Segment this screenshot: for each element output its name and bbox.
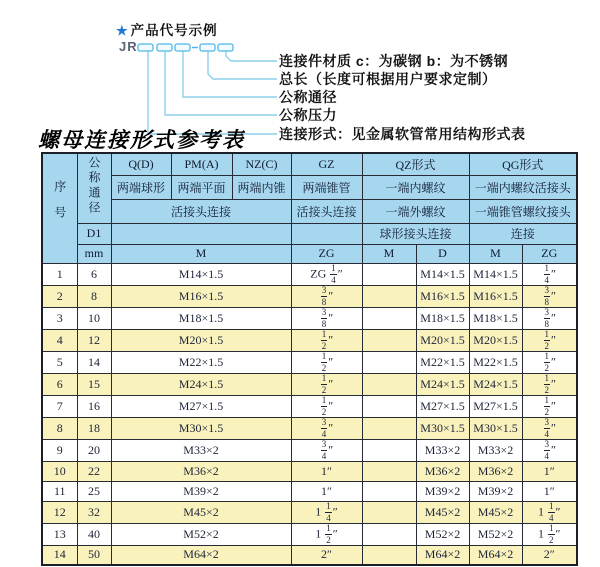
nut-connection-reference-table	[41, 152, 578, 566]
cell-mm: 25	[77, 481, 111, 501]
cell-qz-d: M45×2	[416, 501, 469, 523]
connector-form	[148, 52, 277, 135]
cell-qg-zg: $\frac{3}{8}$ ″	[522, 307, 577, 329]
cell-mm: 18	[77, 417, 111, 439]
cell-m: M45×2	[111, 501, 291, 523]
cell-qz-d: M20×1.5	[416, 329, 469, 351]
header-union-connection: 活接头连接	[111, 199, 291, 223]
code-box-2	[157, 44, 172, 51]
label-connection-form: 连接形式：见金属软管常用结构形式表	[279, 126, 526, 142]
cell-qz-d: M14×1.5	[416, 263, 469, 285]
cell-mm: 10	[77, 307, 111, 329]
cell-m: M39×2	[111, 481, 291, 501]
cell-qg-m: M39×2	[469, 481, 522, 501]
cell-m: M22×1.5	[111, 351, 291, 373]
cell-qz-d: M27×1.5	[416, 395, 469, 417]
cell-seq: 2	[42, 285, 77, 307]
cell-m: M20×1.5	[111, 329, 291, 351]
cell-seq: 4	[42, 329, 77, 351]
label-nominal-diameter: 公称通径	[279, 89, 337, 105]
connector-material	[226, 52, 277, 62]
cell-m: M33×2	[111, 439, 291, 461]
cell-qg-m: M45×2	[469, 501, 522, 523]
header-row-3	[42, 199, 577, 223]
cell-gz: 1″	[291, 461, 362, 481]
cell-gz: $\frac{3}{8}$ ″	[291, 285, 362, 307]
header-unit-m: M	[111, 244, 291, 263]
table-row	[42, 481, 577, 501]
table-row	[42, 351, 577, 373]
header-qg-taper: 一端锥管螺纹接头	[469, 199, 577, 223]
cell-qz-d: M16×1.5	[416, 285, 469, 307]
cell-qz-m	[362, 285, 416, 307]
cell-m: M30×1.5	[111, 417, 291, 439]
header-seq: 序号	[42, 153, 77, 263]
cell-qg-zg: $\frac{1}{4}$ ″	[522, 263, 577, 285]
cell-qz-d: M33×2	[416, 439, 469, 461]
connector-diameter	[183, 52, 277, 98]
cell-qg-m: M22×1.5	[469, 351, 522, 373]
cell-m: M16×1.5	[111, 285, 291, 307]
cell-qg-zg: $\frac{1}{2}$ ″	[522, 351, 577, 373]
header-empty-gz	[291, 223, 362, 244]
cell-qg-zg: 1 $\frac{1}{4}$ ″	[522, 501, 577, 523]
cell-m: M36×2	[111, 461, 291, 481]
header-nzc-desc: 两端内锥	[232, 175, 291, 199]
cell-seq: 8	[42, 417, 77, 439]
connector-length	[208, 52, 277, 80]
cell-seq: 1	[42, 263, 77, 285]
label-connector-material: 连接件材质 c：为碳钢 b：为不锈钢	[279, 53, 509, 69]
header-unit-qz-d: D	[416, 244, 469, 263]
cell-mm: 16	[77, 395, 111, 417]
cell-qg-m: M20×1.5	[469, 329, 522, 351]
cell-qz-d: M39×2	[416, 481, 469, 501]
cell-gz: $\frac{1}{2}$ ″	[291, 373, 362, 395]
table-row	[42, 263, 577, 285]
cell-m: M64×2	[111, 545, 291, 565]
cell-mm: 12	[77, 329, 111, 351]
header-group-qz: QZ形式	[362, 153, 469, 175]
cell-qz-m	[362, 439, 416, 461]
cell-qg-zg: $\frac{3}{4}$ ″	[522, 439, 577, 461]
table-row	[42, 307, 577, 329]
cell-gz: 1 $\frac{1}{4}$ ″	[291, 501, 362, 523]
cell-gz: $\frac{1}{2}$ ″	[291, 351, 362, 373]
code-box-1	[138, 44, 153, 51]
cell-gz: 2″	[291, 545, 362, 565]
header-d1: D1	[77, 223, 111, 244]
cell-qz-m	[362, 263, 416, 285]
cell-seq: 10	[42, 461, 77, 481]
header-qz-ball-joint: 球形接头连接	[362, 223, 469, 244]
header-unit-qz-m: M	[362, 244, 416, 263]
cell-qz-d: M30×1.5	[416, 417, 469, 439]
cell-qg-m: M33×2	[469, 439, 522, 461]
cell-mm: 8	[77, 285, 111, 307]
cell-gz: ZG $\frac{1}{4}$ ″	[291, 263, 362, 285]
cell-seq: 3	[42, 307, 77, 329]
header-nominal-diameter: 公称通径	[77, 153, 111, 223]
cell-m: M18×1.5	[111, 307, 291, 329]
table-row	[42, 545, 577, 565]
label-nominal-pressure: 公称压力	[279, 107, 337, 123]
table-row	[42, 373, 577, 395]
cell-qg-m: M52×2	[469, 523, 522, 545]
label-total-length: 总长（长度可根据用户要求定制）	[279, 71, 497, 87]
table-row	[42, 417, 577, 439]
cell-mm: 6	[77, 263, 111, 285]
header-gz-desc: 两端锥管	[291, 175, 362, 199]
cell-gz: $\frac{1}{2}$ ″	[291, 395, 362, 417]
cell-qg-m: M36×2	[469, 461, 522, 481]
cell-qz-m	[362, 461, 416, 481]
cell-seq: 5	[42, 351, 77, 373]
cell-qg-zg: $\frac{3}{8}$ ″	[522, 285, 577, 307]
cell-qz-m	[362, 373, 416, 395]
header-row-2	[42, 175, 577, 199]
cell-qz-m	[362, 523, 416, 545]
cell-qg-zg: 1 $\frac{1}{2}$ ″	[522, 523, 577, 545]
table-row	[42, 461, 577, 481]
code-box-4	[200, 44, 215, 51]
cell-qg-zg: 1″	[522, 481, 577, 501]
cell-gz: 1″	[291, 481, 362, 501]
table-row	[42, 395, 577, 417]
cell-seq: 13	[42, 523, 77, 545]
header-row-4	[42, 223, 577, 244]
cell-mm: 15	[77, 373, 111, 395]
table-row	[42, 501, 577, 523]
cell-qg-m: M30×1.5	[469, 417, 522, 439]
cell-qz-m	[362, 481, 416, 501]
cell-gz: 1 $\frac{1}{2}$ ″	[291, 523, 362, 545]
header-group-qd: Q(D)	[111, 153, 171, 175]
star-icon: ★	[116, 23, 129, 38]
header-unit-zg: ZG	[291, 244, 362, 263]
cell-qg-zg: 1″	[522, 461, 577, 481]
cell-qz-m	[362, 395, 416, 417]
header-group-nzc: NZ(C)	[232, 153, 291, 175]
cell-qg-m: M14×1.5	[469, 263, 522, 285]
header-row-1	[42, 153, 577, 175]
cell-qz-d: M52×2	[416, 523, 469, 545]
cell-mm: 40	[77, 523, 111, 545]
table-row	[42, 285, 577, 307]
cell-qz-m	[362, 351, 416, 373]
cell-seq: 7	[42, 395, 77, 417]
cell-qg-m: M64×2	[469, 545, 522, 565]
cell-qg-zg: $\frac{1}{2}$ ″	[522, 329, 577, 351]
cell-qz-m	[362, 417, 416, 439]
cell-qg-zg: $\frac{1}{2}$ ″	[522, 373, 577, 395]
cell-qz-d: M24×1.5	[416, 373, 469, 395]
cell-qz-m	[362, 501, 416, 523]
cell-seq: 9	[42, 439, 77, 461]
cell-seq: 14	[42, 545, 77, 565]
cell-mm: 14	[77, 351, 111, 373]
header-group-pma: PM(A)	[171, 153, 232, 175]
header-row-5	[42, 244, 577, 263]
cell-gz: $\frac{3}{4}$ ″	[291, 439, 362, 461]
cell-seq: 12	[42, 501, 77, 523]
header-gz-union: 活接头连接	[291, 199, 362, 223]
header-qz-external: 一端外螺纹	[362, 199, 469, 223]
cell-qz-m	[362, 545, 416, 565]
cell-qg-zg: $\frac{3}{4}$ ″	[522, 417, 577, 439]
header-group-gz: GZ	[291, 153, 362, 175]
cell-qz-d: M22×1.5	[416, 351, 469, 373]
cell-m: M27×1.5	[111, 395, 291, 417]
header-qg-desc: 一端内螺纹活接头	[469, 175, 577, 199]
cell-mm: 32	[77, 501, 111, 523]
table-row	[42, 329, 577, 351]
cell-m: M24×1.5	[111, 373, 291, 395]
cell-qg-zg: 2″	[522, 545, 577, 565]
header-qd-desc: 两端球形	[111, 175, 171, 199]
header-pma-desc: 两端平面	[171, 175, 232, 199]
cell-mm: 20	[77, 439, 111, 461]
table-row	[42, 523, 577, 545]
cell-qg-m: M27×1.5	[469, 395, 522, 417]
diagram-title-text: 产品代号示例	[130, 23, 218, 38]
cell-qg-m: M18×1.5	[469, 307, 522, 329]
cell-qz-d: M36×2	[416, 461, 469, 481]
cell-mm: 22	[77, 461, 111, 481]
cell-m: M14×1.5	[111, 263, 291, 285]
table-title: 螺母连接形式参考表	[38, 127, 245, 152]
code-box-3	[175, 44, 190, 51]
header-unit-qg-zg: ZG	[522, 244, 577, 263]
header-unit-mm: mm	[77, 244, 111, 263]
code-box-5	[218, 44, 233, 51]
header-unit-qg-m: M	[469, 244, 522, 263]
cell-qz-m	[362, 329, 416, 351]
cell-qz-d: M18×1.5	[416, 307, 469, 329]
table-row	[42, 439, 577, 461]
cell-gz: $\frac{1}{2}$ ″	[291, 329, 362, 351]
cell-gz: $\frac{3}{4}$ ″	[291, 417, 362, 439]
cell-gz: $\frac{3}{8}$ ″	[291, 307, 362, 329]
cell-qg-m: M16×1.5	[469, 285, 522, 307]
cell-qz-d: M64×2	[416, 545, 469, 565]
cell-qz-m	[362, 307, 416, 329]
cell-mm: 50	[77, 545, 111, 565]
header-group-qg: QG形式	[469, 153, 577, 175]
cell-qg-m: M24×1.5	[469, 373, 522, 395]
cell-qg-zg: $\frac{1}{2}$ ″	[522, 395, 577, 417]
header-empty-m	[111, 223, 291, 244]
header-qz-desc: 一端内螺纹	[362, 175, 469, 199]
product-code-prefix: JR	[119, 39, 138, 54]
cell-seq: 11	[42, 481, 77, 501]
header-qg-connect: 连接	[469, 223, 577, 244]
cell-m: M52×2	[111, 523, 291, 545]
cell-seq: 6	[42, 373, 77, 395]
